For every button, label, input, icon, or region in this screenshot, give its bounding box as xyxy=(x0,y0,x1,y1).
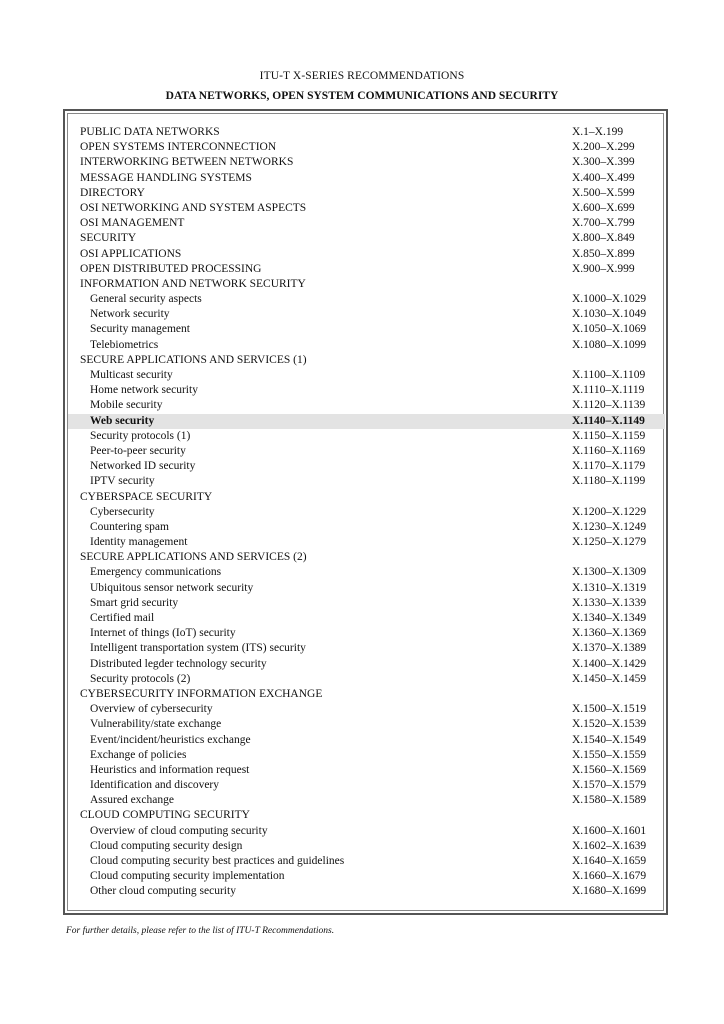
table-row xyxy=(68,854,665,869)
table-row xyxy=(68,763,665,778)
table-row xyxy=(68,717,665,732)
row-range: X.800–X.849 xyxy=(572,232,635,245)
row-label: IPTV security xyxy=(90,475,155,488)
table-row xyxy=(68,414,665,429)
table-row xyxy=(68,672,665,687)
row-label: Countering spam xyxy=(90,520,169,533)
row-range: X.1160–X.1169 xyxy=(572,444,646,457)
row-range: X.1520–X.1539 xyxy=(572,718,647,731)
row-range: X.1100–X.1109 xyxy=(572,369,646,381)
table-row xyxy=(68,869,665,884)
row-label: Identification and discovery xyxy=(90,779,220,792)
table-row xyxy=(68,429,665,444)
section-heading-row xyxy=(68,247,665,262)
row-range: X.1550–X.1559 xyxy=(572,748,647,761)
row-label: Vulnerability/state exchange xyxy=(90,718,222,731)
row-label: PUBLIC DATA NETWORKS xyxy=(80,126,220,138)
row-range: X.1560–X.1569 xyxy=(572,763,647,776)
series-subtitle: DATA NETWORKS, OPEN SYSTEM COMMUNICATIONS AND SECURITY xyxy=(165,90,559,102)
row-label: Cloud computing security best practices and guidelines xyxy=(90,855,345,867)
row-label: Intelligent transportation system (ITS) security xyxy=(90,642,306,655)
row-range: X.1330–X.1339 xyxy=(572,596,647,609)
row-range: X.1000–X.1029 xyxy=(572,293,647,306)
table-row xyxy=(68,292,665,307)
row-range: X.1250–X.1279 xyxy=(572,536,647,549)
table-row xyxy=(68,702,665,717)
row-label: OPEN DISTRIBUTED PROCESSING xyxy=(80,262,262,275)
row-range: X.500–X.599 xyxy=(572,186,635,199)
row-label: CYBERSECURITY INFORMATION EXCHANGE xyxy=(80,687,323,700)
row-label: Mobile security xyxy=(90,399,163,412)
row-label: SECURE APPLICATIONS AND SERVICES (1) xyxy=(80,353,307,366)
row-label: OSI APPLICATIONS xyxy=(80,247,182,260)
section-heading-row xyxy=(68,216,665,231)
row-label: Internet of things (IoT) security xyxy=(90,627,236,640)
table-row xyxy=(68,383,665,398)
row-label: Security protocols (1) xyxy=(90,429,191,442)
row-label: Telebiometrics xyxy=(90,338,159,351)
row-label: CYBERSPACE SECURITY xyxy=(80,490,213,503)
row-label: Overview of cloud computing security xyxy=(90,824,268,837)
row-label: MESSAGE HANDLING SYSTEMS xyxy=(80,171,252,184)
recommendations-table xyxy=(68,125,665,900)
section-heading-row xyxy=(68,155,665,170)
table-row xyxy=(68,596,665,611)
row-label: CLOUD COMPUTING SECURITY xyxy=(80,809,250,822)
row-label: Networked ID security xyxy=(90,460,196,473)
row-range: X.1340–X.1349 xyxy=(572,612,647,624)
table-row xyxy=(68,581,665,596)
section-heading-row xyxy=(68,262,665,277)
row-label: SECURE APPLICATIONS AND SERVICES (2) xyxy=(80,551,307,564)
row-label: Multicast security xyxy=(90,369,173,381)
table-row xyxy=(68,657,665,672)
row-range: X.1230–X.1249 xyxy=(572,520,647,533)
table-row xyxy=(68,398,665,413)
row-label: Network security xyxy=(90,308,170,321)
row-range: X.700–X.799 xyxy=(572,217,635,230)
row-range: X.1500–X.1519 xyxy=(572,703,647,716)
section-heading-row xyxy=(68,490,665,505)
row-label: Security protocols (2) xyxy=(90,672,191,685)
section-heading-row xyxy=(68,201,665,216)
section-heading-row xyxy=(68,808,665,823)
table-row xyxy=(68,535,665,550)
row-range: X.1360–X.1369 xyxy=(572,627,647,640)
row-label: Smart grid security xyxy=(90,596,179,609)
table-row xyxy=(68,839,665,854)
table-row xyxy=(68,322,665,337)
table-row xyxy=(68,338,665,353)
row-label: Web security xyxy=(90,414,155,427)
row-label: DIRECTORY xyxy=(80,186,145,199)
row-range: X.1170–X.1179 xyxy=(572,460,646,473)
row-label: OSI MANAGEMENT xyxy=(80,217,185,230)
row-label: Distributed legder technology security xyxy=(90,657,267,670)
row-label: SECURITY xyxy=(80,232,137,245)
row-label: Certified mail xyxy=(90,612,155,624)
row-range: X.1640–X.1659 xyxy=(572,855,647,867)
row-label: Other cloud computing security xyxy=(90,885,236,898)
row-label: Overview of cybersecurity xyxy=(90,703,213,716)
row-label: Cybersecurity xyxy=(90,505,155,518)
row-range: X.1110–X.1119 xyxy=(572,384,645,397)
table-row xyxy=(68,641,665,656)
row-range: X.1600–X.1601 xyxy=(572,824,647,837)
row-label: Cloud computing security design xyxy=(90,839,243,852)
section-heading-row xyxy=(68,171,665,186)
section-heading-row xyxy=(68,277,665,292)
row-range: X.850–X.899 xyxy=(572,247,635,260)
table-row xyxy=(68,444,665,459)
row-label: Exchange of policies xyxy=(90,748,187,761)
row-range: X.1150–X.1159 xyxy=(572,429,646,442)
row-label: Home network security xyxy=(90,384,198,397)
section-heading-row xyxy=(68,687,665,702)
row-label: INTERWORKING BETWEEN NETWORKS xyxy=(80,156,294,169)
row-range: X.1180–X.1199 xyxy=(572,475,646,488)
series-title: ITU-T X-SERIES RECOMMENDATIONS xyxy=(259,70,465,82)
footnote: For further details, please refer to the list of ITU-T Recommendations. xyxy=(66,926,335,936)
row-range: X.1570–X.1579 xyxy=(572,779,647,792)
row-label: OSI NETWORKING AND SYSTEM ASPECTS xyxy=(80,201,307,214)
table-row xyxy=(68,520,665,535)
table-row xyxy=(68,565,665,580)
row-range: X.1050–X.1069 xyxy=(572,323,647,336)
table-row xyxy=(68,778,665,793)
row-range: X.1200–X.1229 xyxy=(572,505,647,518)
section-heading-row xyxy=(68,231,665,246)
row-range: X.1310–X.1319 xyxy=(572,581,647,594)
row-range: X.600–X.699 xyxy=(572,201,635,214)
table-row xyxy=(68,748,665,763)
table-row xyxy=(68,733,665,748)
row-range: X.1602–X.1639 xyxy=(572,839,647,852)
row-label: Event/incident/heuristics exchange xyxy=(90,733,251,746)
row-range: X.1370–X.1389 xyxy=(572,642,647,655)
section-heading-row xyxy=(68,140,665,155)
table-row xyxy=(68,793,665,808)
table-row xyxy=(68,368,665,383)
section-heading-row xyxy=(68,186,665,201)
row-range: X.1680–X.1699 xyxy=(572,885,647,898)
section-heading-row xyxy=(68,550,665,565)
row-label: Identity management xyxy=(90,536,188,549)
row-range: X.1580–X.1589 xyxy=(572,794,647,807)
table-row xyxy=(68,474,665,489)
table-row xyxy=(68,505,665,520)
row-range: X.1300–X.1309 xyxy=(572,566,647,579)
row-label: Cloud computing security implementation xyxy=(90,870,285,883)
table-row xyxy=(68,307,665,322)
row-range: X.1540–X.1549 xyxy=(572,733,647,746)
row-label: Peer-to-peer security xyxy=(90,444,186,457)
row-label: Security management xyxy=(90,323,190,336)
table-row xyxy=(68,824,665,839)
row-range: X.1450–X.1459 xyxy=(572,672,647,685)
row-range: X.1120–X.1139 xyxy=(572,399,646,412)
row-range: X.200–X.299 xyxy=(572,141,635,154)
row-label: Ubiquitous sensor network security xyxy=(90,581,254,594)
row-label: General security aspects xyxy=(90,293,202,306)
row-range: X.300–X.399 xyxy=(572,156,635,169)
row-label: OPEN SYSTEMS INTERCONNECTION xyxy=(80,141,277,154)
row-range: X.1660–X.1679 xyxy=(572,870,647,883)
row-range: X.900–X.999 xyxy=(572,262,635,275)
row-range: X.1140–X.1149 xyxy=(572,414,645,427)
row-label: Emergency communications xyxy=(90,566,222,579)
row-range: X.1030–X.1049 xyxy=(572,308,647,321)
row-range: X.1–X.199 xyxy=(572,126,624,138)
table-row xyxy=(68,459,665,474)
row-label: Assured exchange xyxy=(90,794,174,807)
row-range: X.1400–X.1429 xyxy=(572,657,647,670)
row-label: INFORMATION AND NETWORK SECURITY xyxy=(80,277,306,290)
table-row xyxy=(68,626,665,641)
row-range: X.400–X.499 xyxy=(572,171,635,184)
section-heading-row xyxy=(68,125,665,140)
row-label: Heuristics and information request xyxy=(90,763,250,776)
section-heading-row xyxy=(68,353,665,368)
table-row xyxy=(68,611,665,626)
table-row xyxy=(68,884,665,899)
row-range: X.1080–X.1099 xyxy=(572,338,647,351)
